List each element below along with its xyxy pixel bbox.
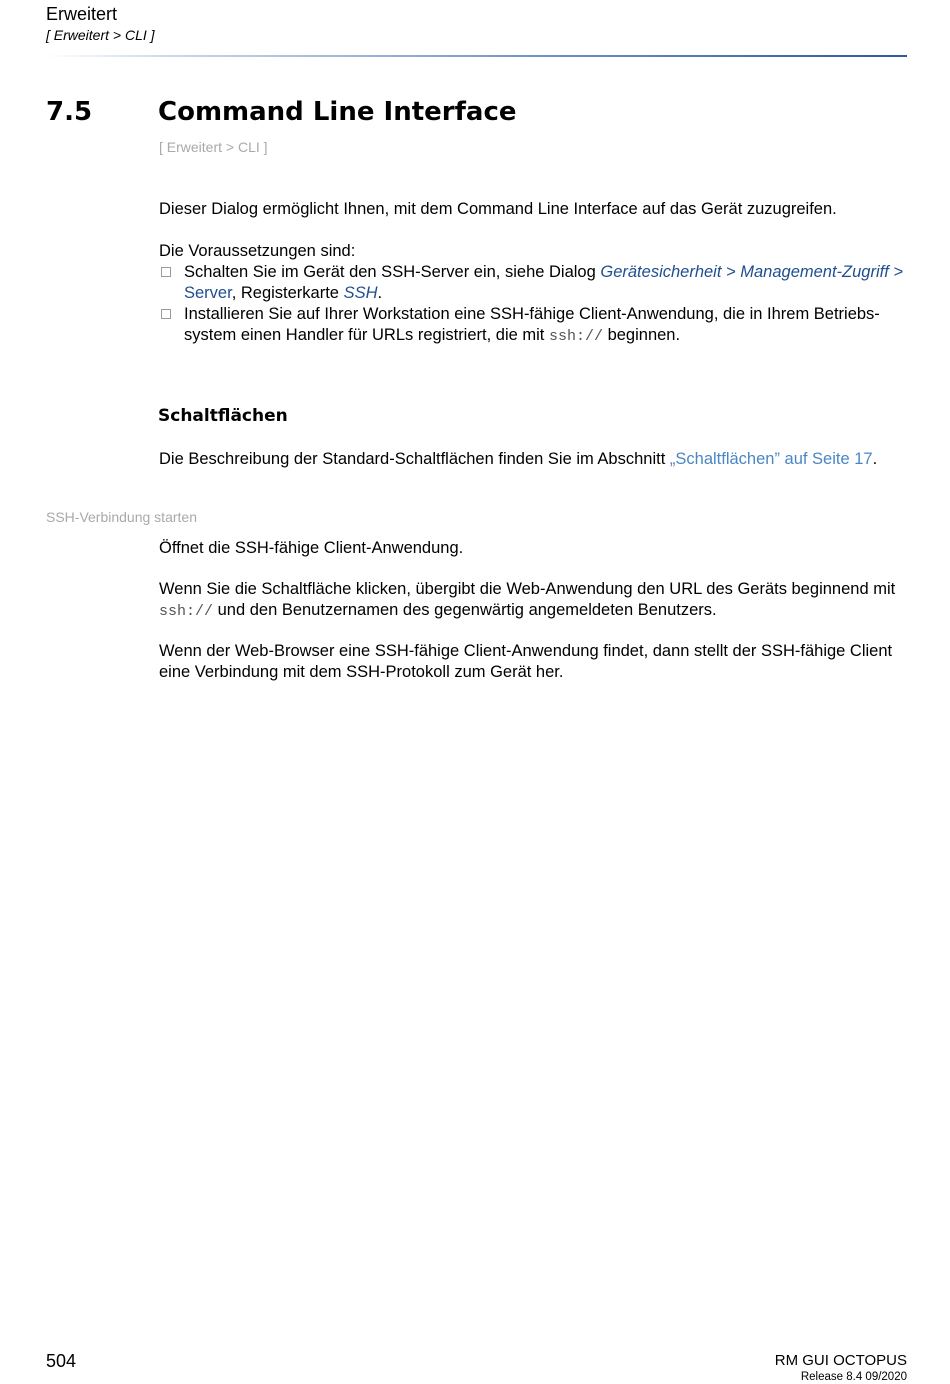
section-breadcrumb: [ Erweitert > CLI ] (159, 139, 268, 155)
prereq-heading: Die Voraussetzungen sind: (159, 242, 356, 260)
ssh-connect-label: SSH-Verbindung starten (46, 509, 197, 525)
ssh-tab-link[interactable]: SSH (343, 284, 378, 302)
release-info: Release 8.4 09/2020 (800, 1371, 907, 1383)
ssh-protocol-code: ssh:// (548, 328, 603, 345)
buttons-paragraph: Die Beschreibung der Standard-Schaltflächen finden Sie im Abschnitt „Schaltflächen” auf Seite 17. (159, 450, 878, 468)
page-number: 504 (46, 1351, 77, 1371)
intro-paragraph: Dieser Dialog ermöglicht Ihnen, mit dem Command Line Interface auf das Gerät zuzugreifen. (159, 200, 837, 218)
header-title: Erweitert (46, 4, 118, 24)
ssh-protocol-code: ssh:// (159, 603, 214, 620)
dialog-path-link[interactable]: Gerätesicherheit > Management-Zugriff > (600, 263, 904, 281)
section-title: Command Line Interface (158, 97, 517, 127)
section-number: 7.5 (46, 97, 93, 127)
buttons-xref-link[interactable]: „Schaltflächen” auf Seite 17 (669, 450, 873, 468)
ssh-paragraph-1: Öffnet die SSH-fähige Client-Anwendung. (159, 539, 464, 557)
checkbox-bullet-icon (161, 267, 171, 277)
prereq-item-2: Installieren Sie auf Ihrer Workstation eine SSH-fähige Client-Anwendung, die in Ihrem Betriebs-system einen Handler für URLs registriert, die mit ssh:// beginnen. (159, 304, 909, 347)
prereq-item-1: Schalten Sie im Gerät den SSH-Server ein, siehe Dialog Gerätesicherheit > Management-Zugriff > Server, Registerkarte SSH. (159, 262, 909, 304)
server-link[interactable]: Server (184, 284, 232, 302)
header-divider (46, 55, 907, 57)
document-title: RM GUI OCTOPUS (774, 1352, 907, 1369)
buttons-heading: Schaltflächen (158, 406, 288, 426)
header-breadcrumb: [ Erweitert > CLI ] (46, 27, 155, 43)
ssh-paragraph-3: Wenn der Web-Browser eine SSH-fähige Client-Anwendung findet, dann stellt der SSH-fähige Client eine Verbindung mit dem SSH-Protokoll zum Gerät her. (159, 642, 893, 681)
ssh-paragraph-2: Wenn Sie die Schaltfläche klicken, übergibt die Web-Anwendung den URL des Geräts beginnend mit ssh:// und den Benutzernamen des gegenwärtig angemeldeten Benutzers. (159, 580, 896, 620)
checkbox-bullet-icon (161, 309, 171, 319)
